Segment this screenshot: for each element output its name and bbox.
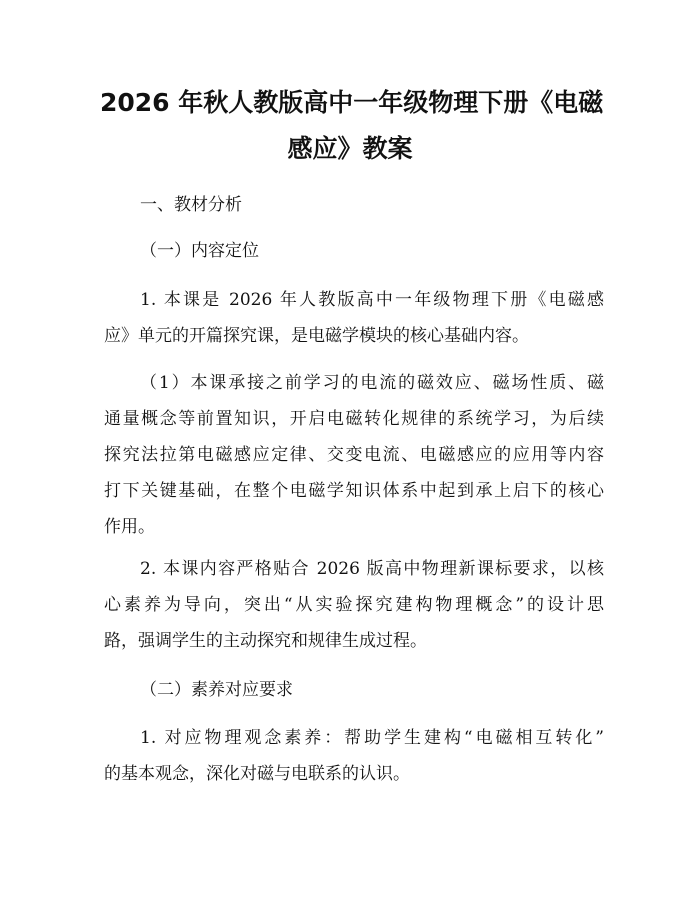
paragraph-3-line-1: 2. 本课内容严格贴合 2026 版高中物理新课标要求，以核 bbox=[140, 559, 604, 579]
subsection-heading-competency-requirements: （二）素养对应要求 bbox=[140, 680, 293, 700]
paragraph-3-line-3: 路，强调学生的主动探究和规律生成过程。 bbox=[104, 631, 427, 651]
paragraph-4-line-2: 的基本观念，深化对磁与电联系的认识。 bbox=[104, 764, 410, 784]
paragraph-3-line-2: 心素养为导向，突出“从实验探究建构物理概念”的设计思 bbox=[104, 595, 604, 615]
paragraph-3 bbox=[104, 551, 604, 659]
paragraph-2-line-5: 作用。 bbox=[104, 517, 155, 537]
paragraph-4-line-1: 1. 对应物理观念素养：帮助学生建构“电磁相互转化” bbox=[140, 728, 604, 748]
paragraph-2-line-2: 通量概念等前置知识，开启电磁转化规律的系统学习，为后续 bbox=[104, 409, 604, 429]
paragraph-2-line-4: 打下关键基础，在整个电磁学知识体系中起到承上启下的核心 bbox=[104, 481, 604, 501]
paragraph-2-line-3: 探究法拉第电磁感应定律、交变电流、电磁感应的应用等内容 bbox=[104, 445, 604, 465]
paragraph-1 bbox=[104, 282, 604, 354]
section-heading-textbook-analysis: 一、教材分析 bbox=[140, 195, 242, 215]
document-title-line-1: 2026 年秋人教版高中一年级物理下册《电磁 bbox=[100, 88, 604, 117]
paragraph-1-line-2: 应》单元的开篇探究课，是电磁学模块的核心基础内容。 bbox=[104, 326, 529, 346]
paragraph-2-line-1: （1）本课承接之前学习的电流的磁效应、磁场性质、磁 bbox=[140, 373, 604, 393]
paragraph-4 bbox=[104, 720, 604, 792]
paragraph-2 bbox=[104, 365, 604, 545]
subsection-heading-content-positioning: （一）内容定位 bbox=[140, 241, 259, 261]
document-title-line-2: 感应》教案 bbox=[287, 134, 413, 163]
paragraph-1-line-1: 1. 本课是 2026 年人教版高中一年级物理下册《电磁感 bbox=[140, 290, 604, 310]
